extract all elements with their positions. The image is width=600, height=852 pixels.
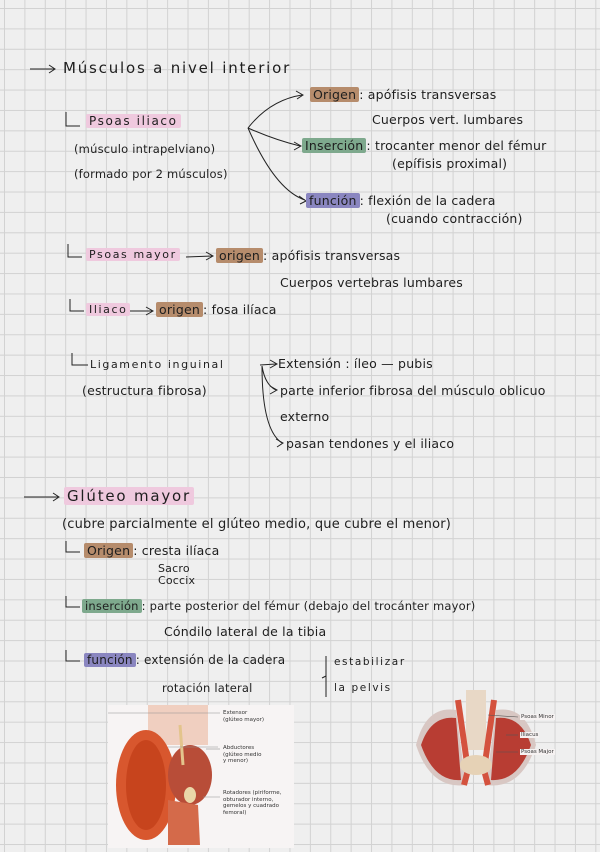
caption-abductores — [223, 745, 261, 765]
estabilizar-1: estabilizar — [334, 656, 406, 668]
gluteo-desc: (cubre parcialmente el glúteo medio, que cubre el menor) — [62, 517, 452, 532]
gluteo-funcion — [84, 652, 285, 668]
origen-text: : fosa ilíaca — [203, 302, 277, 317]
psoas-figure — [396, 690, 566, 794]
ligamento-bullet2: pasan tendones y el iliaco — [286, 436, 455, 451]
insercion-text: : parte posterior del fémur (debajo del trocánter mayor) — [141, 599, 476, 613]
iliaco-heading — [86, 302, 130, 318]
estabilizar-2: la pelvis — [334, 682, 392, 694]
psoas-mayor-name: Psoas mayor — [86, 248, 180, 261]
gluteo-origen-text2: Sacro — [158, 562, 190, 575]
funcion-label: función — [306, 193, 360, 208]
caption-rotadores-c: gemelos y cuadrado — [223, 803, 279, 809]
iliaco-name: Iliaco — [86, 303, 130, 316]
origen-text: : cresta ilíaca — [133, 543, 220, 558]
caption-rotadores-b: obturador interno, — [223, 796, 274, 803]
origen-text: : apófisis transversas — [359, 87, 497, 102]
insercion-text: : trocanter menor del fémur — [366, 138, 547, 153]
psoas-iliaco-insercion — [302, 138, 547, 154]
caption-rotadores-d: femoral) — [223, 809, 247, 816]
caption-rotadores-a: Rotadores (piriforme, — [223, 790, 282, 796]
psoas-iliaco-origen — [310, 87, 496, 103]
caption-abductores-b: (glúteo medio — [223, 751, 262, 758]
insercion-label: Inserción — [302, 138, 366, 153]
psoas-iliaco-name: Psoas iliaco — [86, 114, 181, 128]
funcion-text: : extensión de la cadera — [135, 653, 286, 667]
gluteo-origen — [84, 543, 219, 559]
ligamento-desc: (estructura fibrosa) — [82, 383, 207, 398]
caption-rotadores — [223, 790, 281, 816]
gluteo-insercion — [82, 598, 475, 614]
gluteal-figure — [108, 705, 294, 848]
psoas-mayor-origen-text2: Cuerpos vertebras lumbares — [280, 275, 464, 290]
psoas-iliaco-insercion-text2: (epífisis proximal) — [392, 156, 508, 171]
section-title: Músculos a nivel interior — [63, 59, 292, 77]
origen-text: : apófisis transversas — [263, 248, 401, 263]
ligamento-extension: Extensión : íleo — pubis — [278, 356, 433, 371]
origen-label: Origen — [310, 87, 359, 102]
origen-label: origen — [216, 248, 263, 263]
caption-extensor — [223, 710, 264, 723]
funcion-text: : flexión de la cadera — [359, 193, 496, 208]
psoas-iliaco-desc2: (formado por 2 músculos) — [74, 167, 228, 181]
psoas-iliaco-funcion — [306, 193, 496, 209]
origen-label: Origen — [84, 543, 133, 558]
psoas-iliaco-desc1: (músculo intrapelviano) — [74, 142, 216, 156]
gluteo-insercion-text2: Cóndilo lateral de la tibia — [164, 624, 327, 639]
gluteo-title-text: Glúteo mayor — [64, 487, 194, 505]
psoas-mayor-heading — [86, 247, 180, 263]
funcion-label: función — [84, 653, 136, 667]
caption-abductores-a: Abductores — [223, 745, 255, 751]
psoas-mayor-origen — [216, 248, 400, 264]
gluteo-title — [64, 488, 194, 504]
ligamento-bullet1-cont: externo — [280, 409, 330, 424]
iliaco-origen — [156, 302, 277, 318]
label-psoas-major: Psoas Major — [521, 749, 554, 755]
gluteo-funcion-text2: rotación lateral — [162, 681, 253, 695]
caption-abductores-c: y menor) — [223, 758, 249, 764]
caption-extensor-a: Extensor — [223, 710, 248, 716]
psoas-iliaco-origen-text2: Cuerpos vert. lumbares — [372, 112, 524, 127]
origen-label: origen — [156, 302, 203, 317]
gluteo-origen-text3: Coccix — [158, 574, 196, 587]
psoas-iliaco-heading — [86, 113, 181, 129]
gluteal-illustration — [108, 705, 294, 848]
ligamento-heading: Ligamento inguinal — [90, 358, 225, 371]
insercion-label: inserción — [82, 599, 142, 613]
caption-extensor-b: (glúteo mayor) — [223, 716, 265, 723]
label-psoas-minor: Psoas Minor — [521, 714, 554, 720]
ligamento-bullet1: parte inferior fibrosa del músculo oblicuo — [280, 383, 546, 398]
psoas-iliaco-funcion-text2: (cuando contracción) — [386, 211, 523, 226]
label-iliacus: Iliacus — [521, 732, 539, 738]
psoas-illustration — [396, 690, 566, 794]
